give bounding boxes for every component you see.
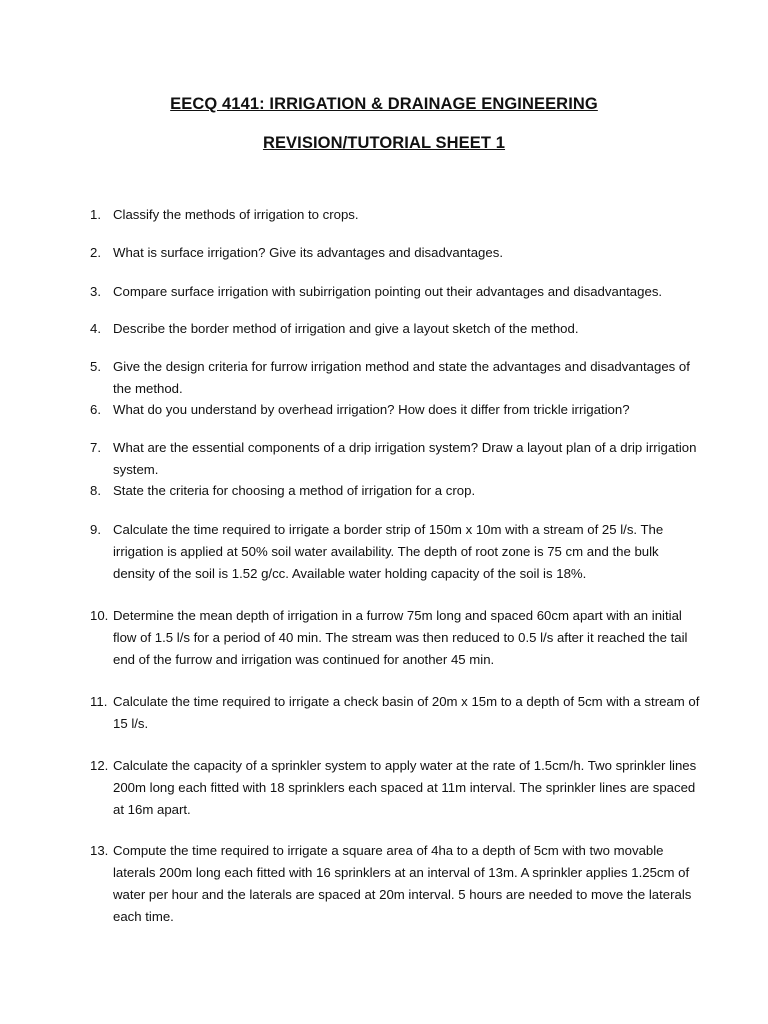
question-item bbox=[90, 605, 702, 671]
question-item bbox=[90, 519, 702, 585]
question-number: 13. bbox=[90, 843, 109, 858]
question-number: 9. bbox=[90, 522, 101, 537]
question-text: Compare surface irrigation with subirrigation pointing out their advantages and disadvantages. bbox=[113, 284, 663, 299]
question-item bbox=[90, 480, 702, 502]
course-title: EECQ 4141: IRRIGATION & DRAINAGE ENGINEERING bbox=[170, 95, 598, 113]
question-text: What are the essential components of a drip irrigation system? Draw a layout plan of a drip irrigation system. bbox=[113, 440, 697, 477]
question-text: Classify the methods of irrigation to crops. bbox=[113, 207, 359, 222]
question-text: What is surface irrigation? Give its advantages and disadvantages. bbox=[113, 245, 503, 260]
question-number: 4. bbox=[90, 321, 101, 336]
question-text: Give the design criteria for furrow irrigation method and state the advantages and disadvantages of the method. bbox=[113, 359, 690, 396]
question-number: 12. bbox=[90, 758, 109, 773]
question-item bbox=[90, 691, 702, 735]
question-number: 7. bbox=[90, 440, 101, 455]
question-text: Describe the border method of irrigation and give a layout sketch of the method. bbox=[113, 321, 579, 336]
question-text: Determine the mean depth of irrigation in a furrow 75m long and spaced 60cm apart with an initial flow of 1.5 l/s for a period of 40 min. The stream was then reduced to 0.5 l/s after it reached the tail end of the furrow and irrigation was continued for another 45 min. bbox=[113, 608, 688, 667]
question-number: 10. bbox=[90, 608, 109, 623]
question-text: Calculate the time required to irrigate a check basin of 20m x 15m to a depth of 5cm with a stream of 15 l/s. bbox=[113, 694, 700, 731]
question-item bbox=[90, 399, 702, 421]
question-text: What do you understand by overhead irrigation? How does it differ from trickle irrigation? bbox=[113, 402, 630, 417]
question-item bbox=[90, 840, 702, 928]
question-item bbox=[90, 204, 702, 226]
question-item bbox=[90, 356, 702, 400]
sheet-title: REVISION/TUTORIAL SHEET 1 bbox=[262, 134, 506, 152]
question-number: 5. bbox=[90, 359, 101, 374]
question-text: Calculate the time required to irrigate a border strip of 150m x 10m with a stream of 25 l/s. The irrigation is applied at 50% soil water availability. The depth of root zone is 75 cm and the bulk density of the soil is 1.52 g/cc. Available water holding capacity of the soil is 18%. bbox=[113, 522, 664, 581]
question-item bbox=[90, 242, 702, 264]
question-text: State the criteria for choosing a method of irrigation for a crop. bbox=[113, 483, 476, 498]
question-number: 8. bbox=[90, 483, 101, 498]
question-number: 3. bbox=[90, 284, 101, 299]
question-number: 1. bbox=[90, 207, 101, 222]
question-item bbox=[90, 755, 702, 821]
question-item bbox=[90, 318, 702, 340]
question-number: 2. bbox=[90, 245, 101, 260]
question-text: Calculate the capacity of a sprinkler system to apply water at the rate of 1.5cm/h. Two sprinkler lines 200m long each fitted with 18 sprinklers each spaced at 11m interval. The sprinkler lines are spaced at 16m apart. bbox=[113, 758, 697, 817]
question-text: Compute the time required to irrigate a square area of 4ha to a depth of 5cm with two movable laterals 200m long each fitted with 16 sprinklers at an interval of 13m. A sprinkler applies 1.25cm of water per hour and the laterals are spaced at 20m interval. 5 hours are needed to move the laterals each time. bbox=[113, 843, 692, 924]
question-item bbox=[90, 437, 702, 481]
question-number: 11. bbox=[90, 694, 108, 709]
question-number: 6. bbox=[90, 402, 101, 417]
question-item bbox=[90, 281, 702, 303]
